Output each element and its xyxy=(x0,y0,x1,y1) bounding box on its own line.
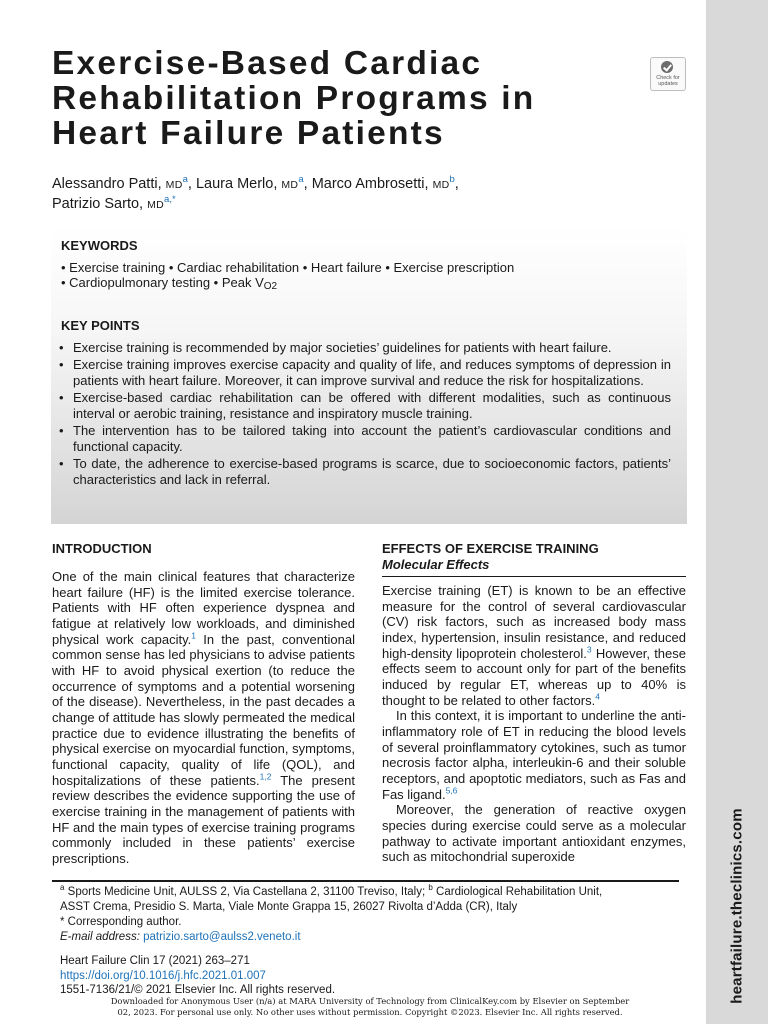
key-point-item: • The intervention has to be tailored taking into account the patient’s cardiovascular conditions and functional capacity. xyxy=(59,423,671,455)
affiliation-footnote: $^a$ Sports Medicine Unit, AULSS 2, Via Castellana 2, 31100 Treviso, Italy; $^b$ Cardiological Rehabilitation Unit, xyxy=(60,883,603,898)
email-line: E-mail address: patrizio.sarto@aulss2.veneto.it xyxy=(60,931,301,943)
key-point-item: • To date, the adherence to exercise-based programs is scarce, due to socioeconomic factors, patients’ characteristics and lack in referral. xyxy=(59,456,671,488)
right-column xyxy=(382,541,686,865)
affiliation-link[interactable]: a,* xyxy=(164,194,176,206)
key-point-item: • Exercise training improves exercise capacity and quality of life, and reduces symptoms of depression in patients with heart failure. Moreover, it can improve survival and reduce the risk for hospitalizations. xyxy=(59,357,671,389)
effects-heading: EFFECTS OF EXERCISE TRAINING xyxy=(382,541,599,556)
key-point-item: • Exercise-based cardiac rehabilitation can be offered with different modalities, such as continuous interval or aerobic training, resistance and inspiratory muscle training. xyxy=(59,390,671,422)
reference-link[interactable]: 4 xyxy=(595,691,600,702)
corresponding-author-note: * Corresponding author. xyxy=(60,916,182,928)
journal-citation: Heart Failure Clin 17 (2021) 263–271 xyxy=(60,955,250,967)
introduction-paragraph: One of the main clinical features that characterize heart failure (HF) is the limited exercise tolerance. Patients with HF often experience dyspnea and fatigue at relatively low workloads, and diminished physical work capacity.$^1$ In the past, conventional common sense has led physicians to advise patients with HF to avoid physical exertion (to reduce the occurrence of symptoms and a potential worsening of the disease). Nevertheless, in the past decades a change of attitude has slowly permeated the medical practice due to evidence illustrating the benefits of physical exercise on myocardial function, symptoms, functional capacity, quality of life (QOL), and hospitalizations of these patients.$^{1,2}$ The present review describes the evidence supporting the use of exercise training in the management of patients with HF and the main types of exercise training programs commonly included in these patients’ exercise prescriptions. xyxy=(52,569,356,866)
keywords-line-2: • Cardiopulmonary testing • Peak VO2 xyxy=(61,275,278,292)
reference-link[interactable]: 5,6 xyxy=(445,785,458,796)
author-list: Alessandro Patti, MD$^a$, Laura Merlo, MD$^a$, Marco Ambrosetti, MD$^b$, Patrizio Sarto, MD$^{a,*}$ xyxy=(52,174,459,212)
effects-paragraph-1: Exercise training (ET) is known to be an effective measure for the control of several cardiovascular (CV) risk factors, such as increased body mass index, hypertension, insulin resistance, and reduced high-density lipoprotein cholesterol.$^3$ However, these effects seem to account only for part of the benefits induced by regular ET, whereas up to 40% is thought to be related to other factors.$^4$ xyxy=(382,583,686,708)
check-icon xyxy=(661,61,673,73)
keywords-line-1: • Exercise training • Cardiac rehabilitation • Heart failure • Exercise prescription xyxy=(61,260,515,275)
affiliation-link[interactable]: a xyxy=(182,174,188,186)
reference-link[interactable]: 3 xyxy=(586,644,592,655)
copyright-line: 1551-7136/21/© 2021 Elsevier Inc. All rights reserved. xyxy=(60,984,336,996)
author-name: Marco Ambrosetti, xyxy=(311,176,433,192)
footnotes xyxy=(60,885,684,945)
check-for-updates-button[interactable] xyxy=(650,57,686,91)
key-point-item: • Exercise training is recommended by major societies’ guidelines for patients with heart failure. xyxy=(59,340,671,356)
author-name: Alessandro Patti, xyxy=(52,176,166,192)
molecular-effects-subheading: Molecular Effects xyxy=(382,557,686,577)
author-name: Patrizio Sarto, xyxy=(52,196,148,212)
introduction-heading: INTRODUCTION xyxy=(52,541,152,556)
affiliation-link[interactable]: a xyxy=(298,174,304,186)
author-degree: MD xyxy=(432,179,450,191)
download-notice: Downloaded for Anonymous User (n/a) at MARA University of Technology from ClinicalKey.com by Elsevier on September 02, 2023. For personal use only. No other uses without permission. Copyright ©2023. Elsevier Inc. All rights reserved. xyxy=(110,996,630,1017)
title-line-1: Exercise-Based Cardiac xyxy=(52,45,483,82)
author-degree: MD xyxy=(147,199,165,211)
title-line-2: Rehabilitation Programs in xyxy=(52,80,536,117)
journal-url-vertical[interactable]: heartfailure.theclinics.com xyxy=(728,808,746,1004)
footnote-divider xyxy=(52,880,679,882)
key-points-list xyxy=(59,340,671,489)
keywords-heading: KEYWORDS xyxy=(61,238,138,253)
author-name: Laura Merlo, xyxy=(195,176,282,192)
effects-paragraph-2: In this context, it is important to underline the anti-inflammatory role of ET in reducing the blood levels of several proinflammatory cytokines, such as tumor necrosis factor alpha, interleukin-6 and their soluble receptors, and apoptotic mediators, such as Fas and Fas ligand.$^{5,6}$ xyxy=(382,708,686,802)
affiliation-link[interactable]: b xyxy=(449,174,455,186)
article-title xyxy=(52,46,652,151)
email-link[interactable]: patrizio.sarto@aulss2.veneto.it xyxy=(143,931,301,943)
affiliation-footnote-continued: ASST Crema, Presidio S. Marta, Viale Monte Grappa 15, 26027 Rivolta d’Adda (CR), Italy xyxy=(60,901,518,913)
reference-link[interactable]: 1,2 xyxy=(259,771,272,782)
journal-info xyxy=(60,954,460,998)
effects-paragraph-3: Moreover, the generation of reactive oxygen species during exercise could serve as a molecular pathway to activate important antioxidant enzymes, such as mitochondrial superoxide xyxy=(382,802,686,865)
doi-link[interactable]: https://doi.org/10.1016/j.hfc.2021.01.007 xyxy=(60,969,266,982)
key-points-heading: KEY POINTS xyxy=(61,318,140,333)
title-line-3: Heart Failure Patients xyxy=(52,115,445,152)
author-degree: MD xyxy=(281,179,299,191)
check-for-updates-label: Check for updates xyxy=(656,75,680,87)
author-degree: MD xyxy=(165,179,183,191)
reference-link[interactable]: 1 xyxy=(191,630,196,641)
left-column xyxy=(52,541,355,866)
